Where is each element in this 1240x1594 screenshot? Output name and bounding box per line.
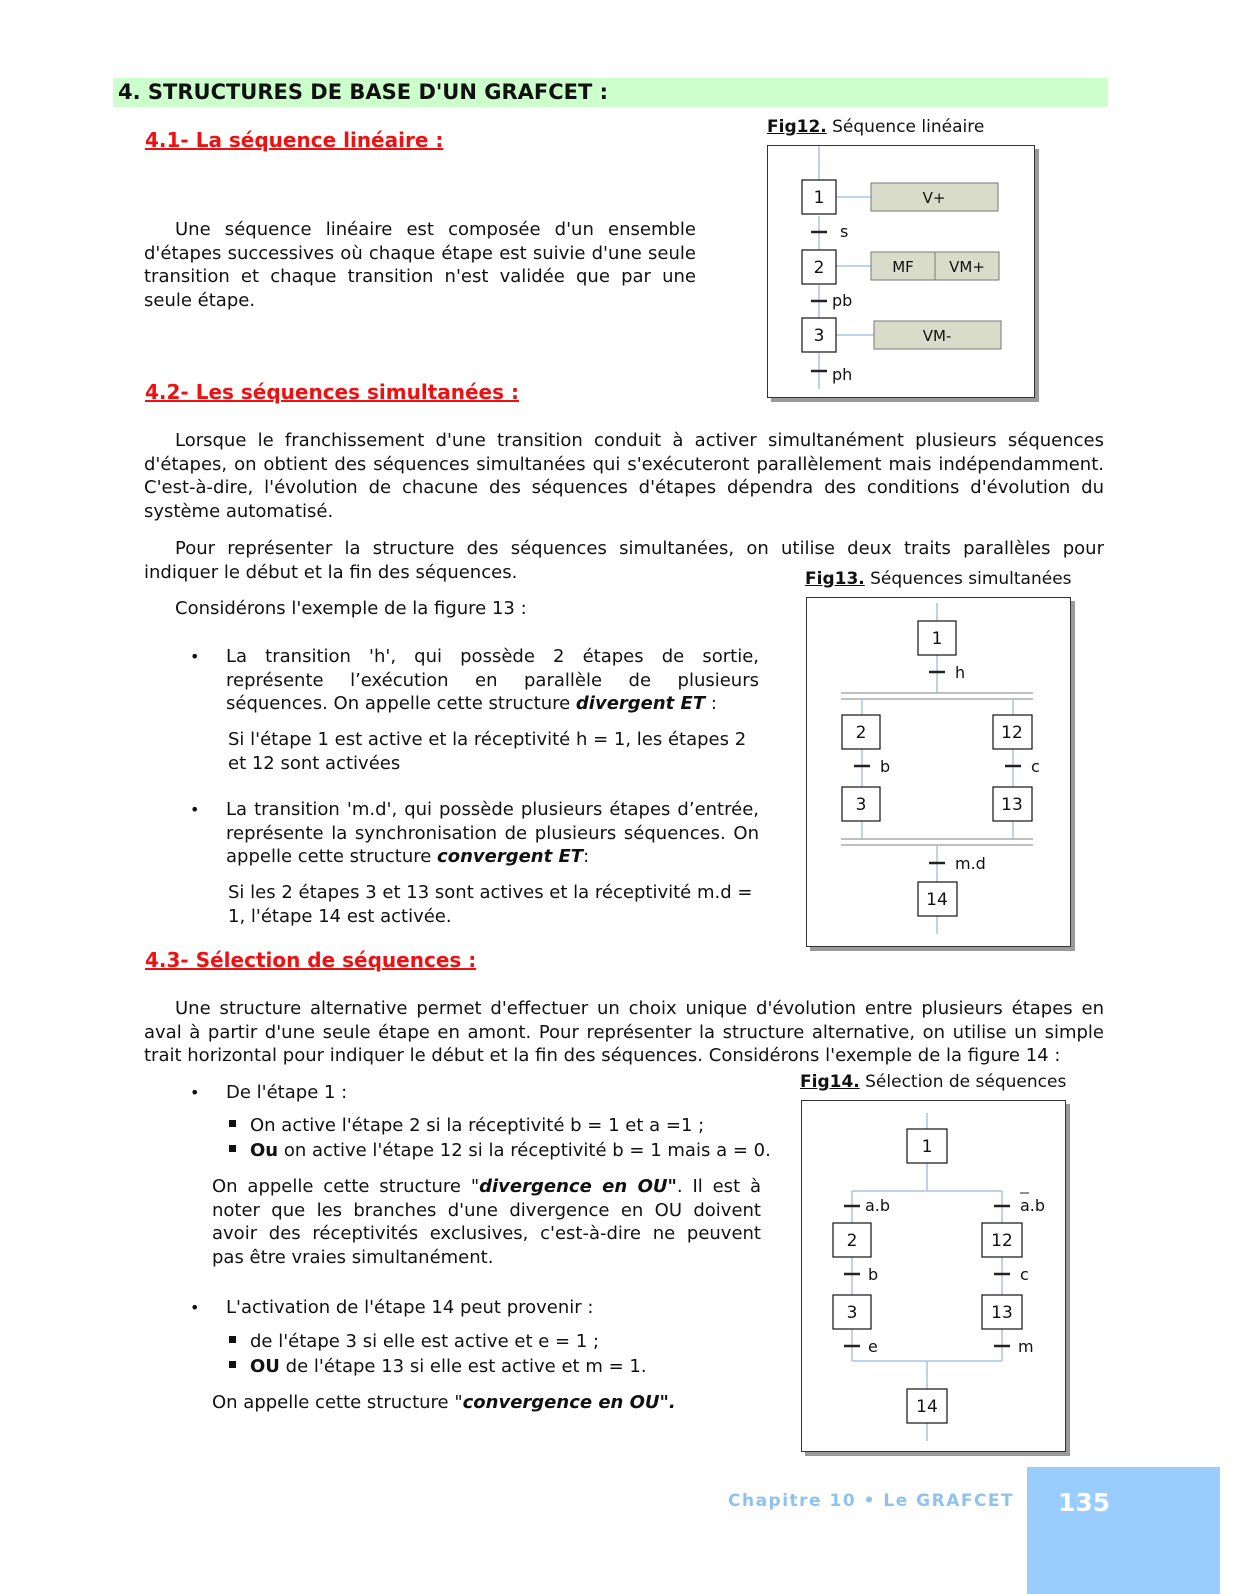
simultaneous-paragraph-3: Considérons l'exemple de la figure 13 :: [175, 598, 527, 619]
fig14-step-12: 12: [991, 1231, 1013, 1251]
fig14-transition-c: c: [1020, 1265, 1029, 1284]
fig12-action-vmplus: VM+: [949, 258, 985, 276]
convergent-et-term: convergent ET: [437, 846, 584, 867]
fig12-transition-ph: ph: [832, 365, 853, 384]
fig13-transition-b: b: [880, 757, 891, 776]
convergence-ou-note: On appelle cette structure "convergence en OU".: [212, 1392, 676, 1413]
fig14-step-2: 2: [846, 1231, 858, 1251]
convergent-et-note: Si les 2 étapes 3 et 13 sont actives et la réceptivité m.d = 1, l'étape 14 est activée.: [228, 882, 753, 927]
fig12-linear-sequence-diagram: [767, 145, 1035, 398]
convergence-item-1: de l'étape 3 si elle est active et e = 1 ;: [250, 1331, 600, 1352]
divergent-et-bullet: La transition 'h', qui possède 2 étapes de sortie, représente l’exécution en parallèle de plusieurs séquences. On appelle cette structure divergent ET :: [226, 646, 759, 714]
fig14-step-3: 3: [846, 1303, 858, 1323]
linear-sequence-paragraph: Une séquence linéaire est composée d'un ensemble d'étapes successives où chaque étape est suivie d'une seule transition et chaque transition n'est validée que par une seule étape.: [144, 219, 696, 311]
square-bullet: [229, 1120, 236, 1127]
fig14-caption: [800, 1072, 1066, 1092]
fig14-transition-ab: a.b: [865, 1196, 891, 1215]
fig14-transition-not-a-b: a.b: [1020, 1196, 1046, 1215]
fig13-step-14: 14: [926, 890, 948, 910]
fig13-step-3: 3: [855, 795, 867, 815]
divergent-et-term: divergent ET: [575, 693, 706, 714]
page-number-box: [1027, 1467, 1220, 1594]
selection-item-2: Ou on active l'étape 12 si la réceptivité b = 1 mais a = 0.: [250, 1140, 771, 1161]
square-bullet: [229, 1336, 236, 1343]
fig14-caption-text: Sélection de séquences: [865, 1072, 1067, 1092]
convergence-ou-term: convergence en OU".: [462, 1392, 676, 1413]
fig13-simultaneous-diagram: [806, 597, 1071, 947]
divergent-et-note: Si l'étape 1 est active et la réceptivité h = 1, les étapes 2 et 12 sont activées: [228, 729, 747, 774]
fig14-transition-b: b: [868, 1265, 879, 1284]
fig12-transition-s: s: [840, 222, 849, 241]
convergence-item-2: OU de l'étape 13 si elle est active et m = 1.: [250, 1356, 647, 1377]
fig13-step-1: 1: [931, 629, 943, 649]
fig13-step-13: 13: [1001, 795, 1023, 815]
fig14-label: Fig14.: [800, 1072, 860, 1092]
divergence-ou-term: divergence en OU": [479, 1176, 677, 1197]
divergence-ou-note: On appelle cette structure "divergence en OU". Il est à noter que les branches d'une divergence en OU doivent avoir des réceptivités exclusives, c'est-à-dire ne peuvent pas être vraies simultanément.: [212, 1176, 761, 1268]
convergent-et-bullet: La transition 'm.d', qui possède plusieurs étapes d’entrée, représente la synchronisation de plusieurs séquences. On appelle cette structure convergent ET:: [226, 799, 759, 867]
square-bullet: [229, 1361, 236, 1368]
selection-item-1: On active l'étape 2 si la réceptivité b = 1 et a =1 ;: [250, 1115, 705, 1136]
fig13-transition-h: h: [955, 663, 966, 682]
fig13-label: Fig13.: [805, 569, 865, 589]
fig12-caption-text: Séquence linéaire: [832, 117, 985, 137]
fig12-step-3: 3: [813, 326, 825, 346]
bullet-dot: •: [190, 800, 200, 819]
activation-step-14-bullet: L'activation de l'étape 14 peut provenir :: [226, 1297, 594, 1318]
bullet-dot: •: [190, 647, 200, 666]
fig13-transition-c: c: [1031, 757, 1040, 776]
bullet-dot: •: [190, 1298, 200, 1317]
simultaneous-paragraph-1: Lorsque le franchissement d'une transition conduit à activer simultanément plusieurs séquences d'étapes, on obtient des séquences simultanées qui s'exécuteront parallèlement mais indépendamment. C'est-à-dire, l'évolution de chacune des séquences d'étapes dépendra des conditions d'évolution du système automatisé.: [144, 430, 1104, 522]
fig12-step-1: 1: [813, 188, 825, 208]
fig12-caption: [767, 117, 984, 137]
from-step-1-bullet: De l'étape 1 :: [226, 1082, 348, 1103]
fig12-label: Fig12.: [767, 117, 827, 137]
fig12-action-vmminus: VM-: [922, 327, 952, 345]
footer-chapter: Chapitre 10 • Le GRAFCET: [728, 1491, 1015, 1511]
fig12-step-2: 2: [813, 258, 825, 278]
fig14-step-14: 14: [916, 1397, 938, 1417]
fig13-step-12: 12: [1001, 723, 1023, 743]
fig14-transition-m: m: [1018, 1337, 1034, 1356]
fig13-caption: [805, 569, 1072, 589]
fig13-step-2: 2: [855, 723, 867, 743]
fig12-action-mf: MF: [892, 258, 914, 276]
page-number: 135: [1058, 1488, 1111, 1517]
fig12-transition-pb: pb: [832, 291, 853, 310]
fig13-transition-md: m.d: [955, 854, 986, 873]
subsection-title-4-3: 4.3- Sélection de séquences :: [145, 948, 477, 972]
square-bullet: [229, 1145, 236, 1152]
fig14-transition-e: e: [868, 1337, 878, 1356]
fig13-caption-text: Séquences simultanées: [870, 569, 1072, 589]
subsection-title-4-1: 4.1- La séquence linéaire :: [145, 128, 444, 152]
subsection-title-4-2: 4.2- Les séquences simultanées :: [145, 380, 519, 404]
fig14-selection-diagram: [801, 1100, 1066, 1452]
fig12-action-vplus: V+: [922, 189, 946, 207]
bullet-dot: •: [190, 1083, 200, 1102]
selection-paragraph: Une structure alternative permet d'effectuer un choix unique d'évolution entre plusieurs étapes en aval à partir d'une seule étape en amont. Pour représenter la structure alternative, on utilise un simple trait horizontal pour indiquer le début et la fin des séquences. Considérons l'exemple de la figure 14 :: [144, 998, 1104, 1066]
fig14-step-13: 13: [991, 1303, 1013, 1323]
fig14-step-1: 1: [921, 1137, 933, 1157]
simultaneous-paragraph-2: Pour représenter la structure des séquences simultanées, on utilise deux traits parallèles pour indiquer le début et la fin des séquences.: [144, 538, 1104, 583]
section-title: 4. STRUCTURES DE BASE D'UN GRAFCET :: [113, 78, 1108, 107]
